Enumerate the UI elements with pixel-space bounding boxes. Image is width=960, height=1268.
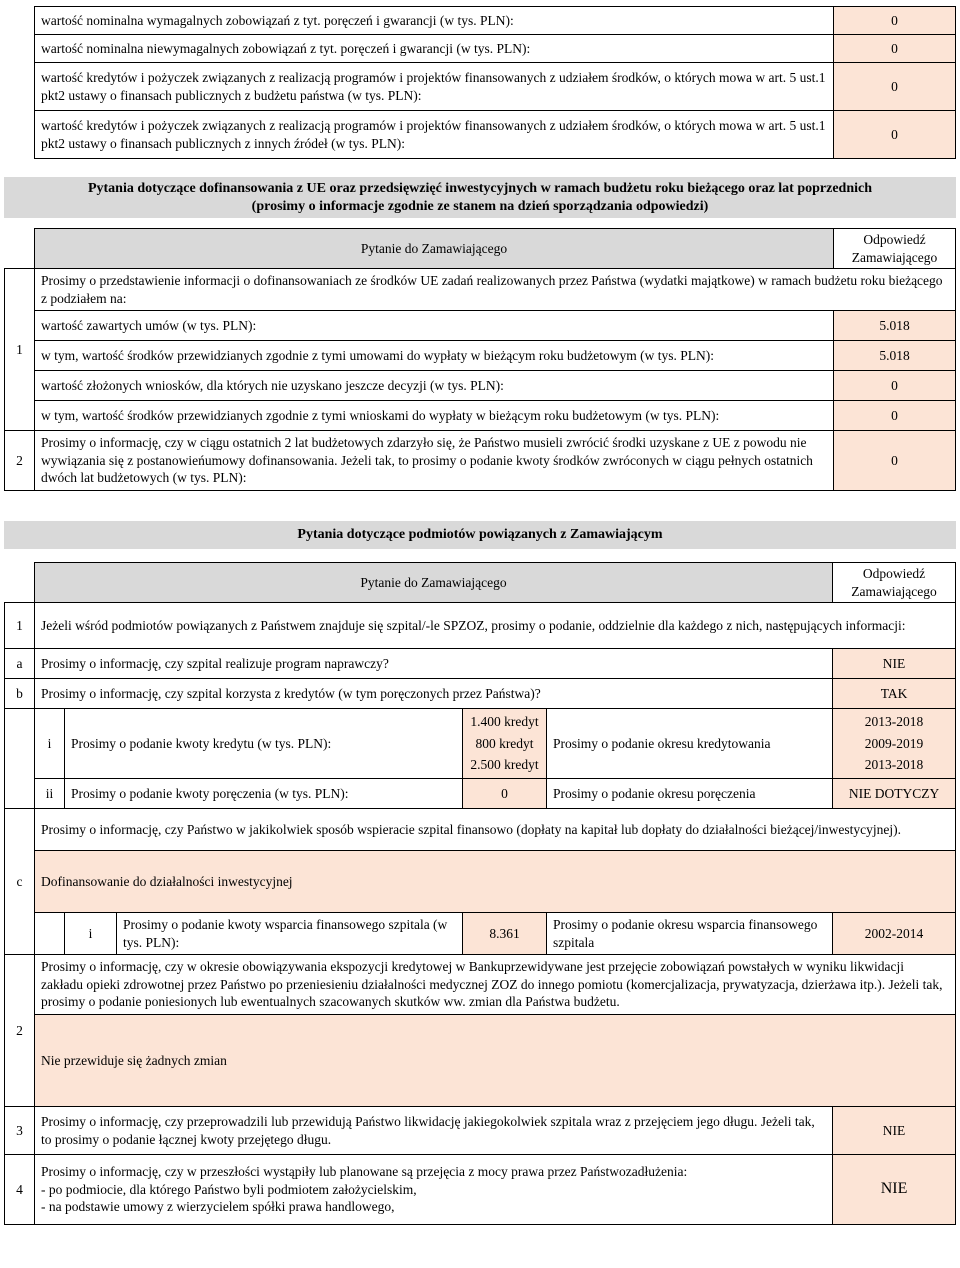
- section2-table-block: [4, 562, 956, 1225]
- row-value: 5.018: [834, 311, 956, 341]
- table-row: [5, 311, 956, 341]
- sub-letter: b: [5, 679, 35, 709]
- row-value: 8.361: [463, 913, 547, 955]
- question-number: 4: [5, 1155, 35, 1225]
- table-row: [5, 779, 956, 809]
- table-row: [5, 269, 956, 311]
- row-label: wartość kredytów i pożyczek związanych z realizacją programów i projektów finansowanych z udziałem środków, o których mowa w art. 5 ust.1 pkt2 ustawy o finansach publicznych z innych źródeł (w tys. PLN):: [35, 111, 834, 159]
- row-value: 0: [834, 401, 956, 431]
- row-label: wartość złożonych wniosków, dla których nie uzyskano jeszcze decyzji (w tys. PLN):: [35, 371, 834, 401]
- table-row: [35, 35, 956, 63]
- support-answer: Dofinansowanie do działalności inwestycyjnej: [35, 851, 956, 913]
- table-row: [5, 1015, 956, 1107]
- question-text: Prosimy o informację, czy przeprowadzili lub przewidują Państwo likwidację jakiegokolwiek szpitala wraz z przejęciem jego długu. Jeżeli tak, to prosimy o podanie łącznej kwoty przejętego długu.: [35, 1107, 833, 1155]
- row-value: 2002-2014: [833, 913, 956, 955]
- section1-table-block: [4, 228, 956, 491]
- section2-title: Pytania dotyczące podmiotów powiązanych z Zamawiającym: [4, 521, 956, 549]
- table-row: [5, 709, 956, 779]
- section1-title-line2: (prosimy o informacje zgodnie ze stanem na dzień sporządzania odpowiedzi): [251, 198, 709, 214]
- row-value: 0: [834, 7, 956, 35]
- section1-table: [4, 228, 956, 491]
- credit-periods: [833, 709, 956, 779]
- table-row: [5, 851, 956, 913]
- credit-amount: 800 kredyt: [475, 735, 534, 751]
- question-text: Prosimy o przedstawienie informacji o dofinansowaniach ze środków UE zadań realizowanych przez Państwa (wydatki majątkowe) w ramach budżetu roku bieżącego z podziałem na:: [35, 269, 956, 311]
- blank-cell: [5, 779, 35, 809]
- question-number: 2: [5, 431, 35, 491]
- answer-header-line1: Odpowiedź: [862, 566, 926, 581]
- top-table: [34, 6, 956, 159]
- row-value: 0: [463, 779, 547, 809]
- sub-letter: c: [5, 809, 35, 955]
- table-row: [5, 341, 956, 371]
- sub-roman: i: [65, 913, 117, 955]
- answer-header-line1: Odpowiedź: [863, 232, 926, 247]
- table-row: [5, 913, 956, 955]
- row-value: NIE: [833, 649, 956, 679]
- sub-roman: ii: [35, 779, 65, 809]
- period-label: Prosimy o podanie okresu wsparcia finansowego szpitala: [547, 913, 833, 955]
- column-header-answer: [833, 563, 956, 603]
- period-label: Prosimy o podanie okresu kredytowania: [547, 709, 833, 779]
- question-text: Prosimy o informację, czy w okresie obowiązywania ekspozycji kredytowej w Bankuprzewidywane jest przejęcie zobowiązań powstałych w wyniku likwidacji zakładu opieki zdrowotnej przez Państwo po przeniesieniu działalności medycznej ZOZ do innego pomiotu (komercjalizacja, prywatyzacja, dzierżawa itp.). Jeżeli tak, prosimy o podanie poniesionych lub ewentualnych szacowanych skutków ww. zmian dla Państwa budżetu.: [35, 955, 956, 1015]
- sub-letter: a: [5, 649, 35, 679]
- question-text: Prosimy o podanie kwoty wsparcia finansowego szpitala (w tys. PLN):: [117, 913, 463, 955]
- table-row: [5, 401, 956, 431]
- table-header-row: [5, 229, 956, 269]
- credit-amounts: [463, 709, 547, 779]
- table-row: [5, 679, 956, 709]
- answer-header-line2: Zamawiającego: [851, 583, 937, 599]
- row-value: NIE: [833, 1107, 956, 1155]
- question-text: Prosimy o podanie kwoty poręczenia (w tys. PLN):: [65, 779, 463, 809]
- row-label: w tym, wartość środków przewidzianych zgodnie z tymi wnioskami do wypłaty w bieżącym roku budżetowym (w tys. PLN):: [35, 401, 834, 431]
- question-text: [35, 1155, 833, 1225]
- section2-table: [4, 562, 956, 1225]
- question-number: 3: [5, 1107, 35, 1155]
- table-row: [35, 111, 956, 159]
- blank-cell: [5, 709, 35, 779]
- question-text: Prosimy o informację, czy szpital korzysta z kredytów (w tym poręczonych przez Państwa)?: [35, 679, 833, 709]
- row-value: 0: [834, 431, 956, 491]
- blank-cell: [35, 913, 65, 955]
- top-table-block: [34, 6, 956, 159]
- blank-cell: [5, 229, 35, 269]
- q4-line1: Prosimy o informację, czy w przeszłości wystąpiły lub planowane są przejęcia z mocy prawa przez Państwozadłużenia:: [41, 1164, 688, 1180]
- sub-roman: i: [35, 709, 65, 779]
- row-label: wartość nominalna niewymagalnych zobowiązań z tyt. poręczeń i gwarancji (w tys. PLN):: [35, 35, 834, 63]
- table-row: [5, 1107, 956, 1155]
- table-row: [5, 603, 956, 649]
- q2-answer: Nie przewiduje się żadnych zmian: [35, 1015, 956, 1107]
- table-header-row: [5, 563, 956, 603]
- table-row: [5, 955, 956, 1015]
- table-row: [5, 1155, 956, 1225]
- table-row: [5, 809, 956, 851]
- row-value: 5.018: [834, 341, 956, 371]
- credit-period: 2013-2018: [864, 714, 924, 730]
- row-label: wartość zawartych umów (w tys. PLN):: [35, 311, 834, 341]
- table-row: [35, 7, 956, 35]
- question-text: Prosimy o informację, czy szpital realizuje program naprawczy?: [35, 649, 833, 679]
- row-value: TAK: [833, 679, 956, 709]
- credit-amount: 2.500 kredyt: [470, 757, 539, 773]
- period-label: Prosimy o podanie okresu poręczenia: [547, 779, 833, 809]
- credit-amount: 1.400 kredyt: [470, 714, 539, 730]
- question-number: 1: [5, 603, 35, 649]
- row-value: 0: [834, 35, 956, 63]
- question-text: Prosimy o informację, czy Państwo w jakikolwiek sposób wspieracie szpital finansowo (dopłaty na kapitał lub dopłaty do działalności bieżącej/inwestycyjnej).: [35, 809, 956, 851]
- row-value: NIE: [833, 1155, 956, 1225]
- column-header-question: Pytanie do Zamawiającego: [35, 229, 834, 269]
- credit-period: 2013-2018: [864, 757, 924, 773]
- row-label: wartość kredytów i pożyczek związanych z realizacją programów i projektów finansowanych z udziałem środków, o których mowa w art. 5 ust.1 pkt2 ustawy o finansach publicznych z budżetu państwa (w tys. PLN):: [35, 63, 834, 111]
- q4-line2: - po podmiocie, dla którego Państwo byli podmiotem założycielskim,: [41, 1181, 417, 1197]
- table-row: [5, 649, 956, 679]
- row-value: NIE DOTYCZY: [833, 779, 956, 809]
- row-label: w tym, wartość środków przewidzianych zgodnie z tymi umowami do wypłaty w bieżącym roku budżetowym (w tys. PLN):: [35, 341, 834, 371]
- question-text: Prosimy o informację, czy w ciągu ostatnich 2 lat budżetowych zdarzyło się, że Państwo musieli zwrócić środki uzyskane z UE z powodu nie wywiązania się z postanowieńumowy dofinansowania. Jeżeli tak, to prosimy o podanie kwoty środków zwróconych w ciągu pełnych ostatnich dwóch lat budżetowych (w tys. PLN):: [35, 431, 834, 491]
- question-text: Prosimy o podanie kwoty kredytu (w tys. PLN):: [65, 709, 463, 779]
- blank-cell: [5, 563, 35, 603]
- row-label: wartość nominalna wymagalnych zobowiązań z tyt. poręczeń i gwarancji (w tys. PLN):: [35, 7, 834, 35]
- table-row: [5, 431, 956, 491]
- question-text: Jeżeli wśród podmiotów powiązanych z Państwem znajduje się szpital/-le SPZOZ, prosimy o podanie, oddzielnie dla każdego z nich, następujących informacji:: [35, 603, 956, 649]
- credit-period: 2009-2019: [864, 735, 924, 751]
- section1-title-line1: Pytania dotyczące dofinansowania z UE oraz przedsięwzięć inwestycyjnych w ramach budżetu roku bieżącego oraz lat poprzednich: [87, 181, 873, 196]
- section1-title: [4, 177, 956, 218]
- row-value: 0: [834, 111, 956, 159]
- row-value: 0: [834, 63, 956, 111]
- answer-header-line2: Zamawiającego: [851, 249, 938, 265]
- column-header-answer: [834, 229, 956, 269]
- question-number: 1: [5, 269, 35, 431]
- column-header-question: Pytanie do Zamawiającego: [35, 563, 833, 603]
- row-value: 0: [834, 371, 956, 401]
- q4-line3: - na podstawie umowy z wierzycielem spółki prawa handlowego,: [41, 1199, 395, 1215]
- table-row: [35, 63, 956, 111]
- table-row: [5, 371, 956, 401]
- question-number: 2: [5, 955, 35, 1107]
